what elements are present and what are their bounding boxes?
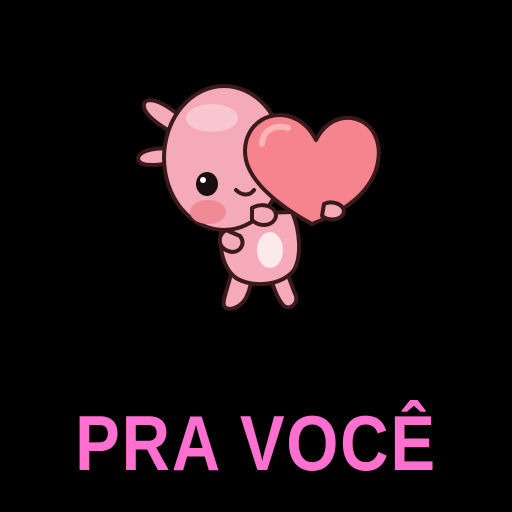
bunny-head-shine: [186, 104, 238, 132]
bunny-cheek: [190, 200, 226, 224]
bunny-belly: [257, 232, 283, 268]
bunny-right-hand: [322, 202, 344, 219]
caption-text: PRA VOCÊ: [75, 398, 437, 487]
bunny-eye-sparkle: [200, 177, 206, 183]
bunny-eye: [196, 172, 218, 196]
bunny-left-hand: [252, 205, 276, 225]
